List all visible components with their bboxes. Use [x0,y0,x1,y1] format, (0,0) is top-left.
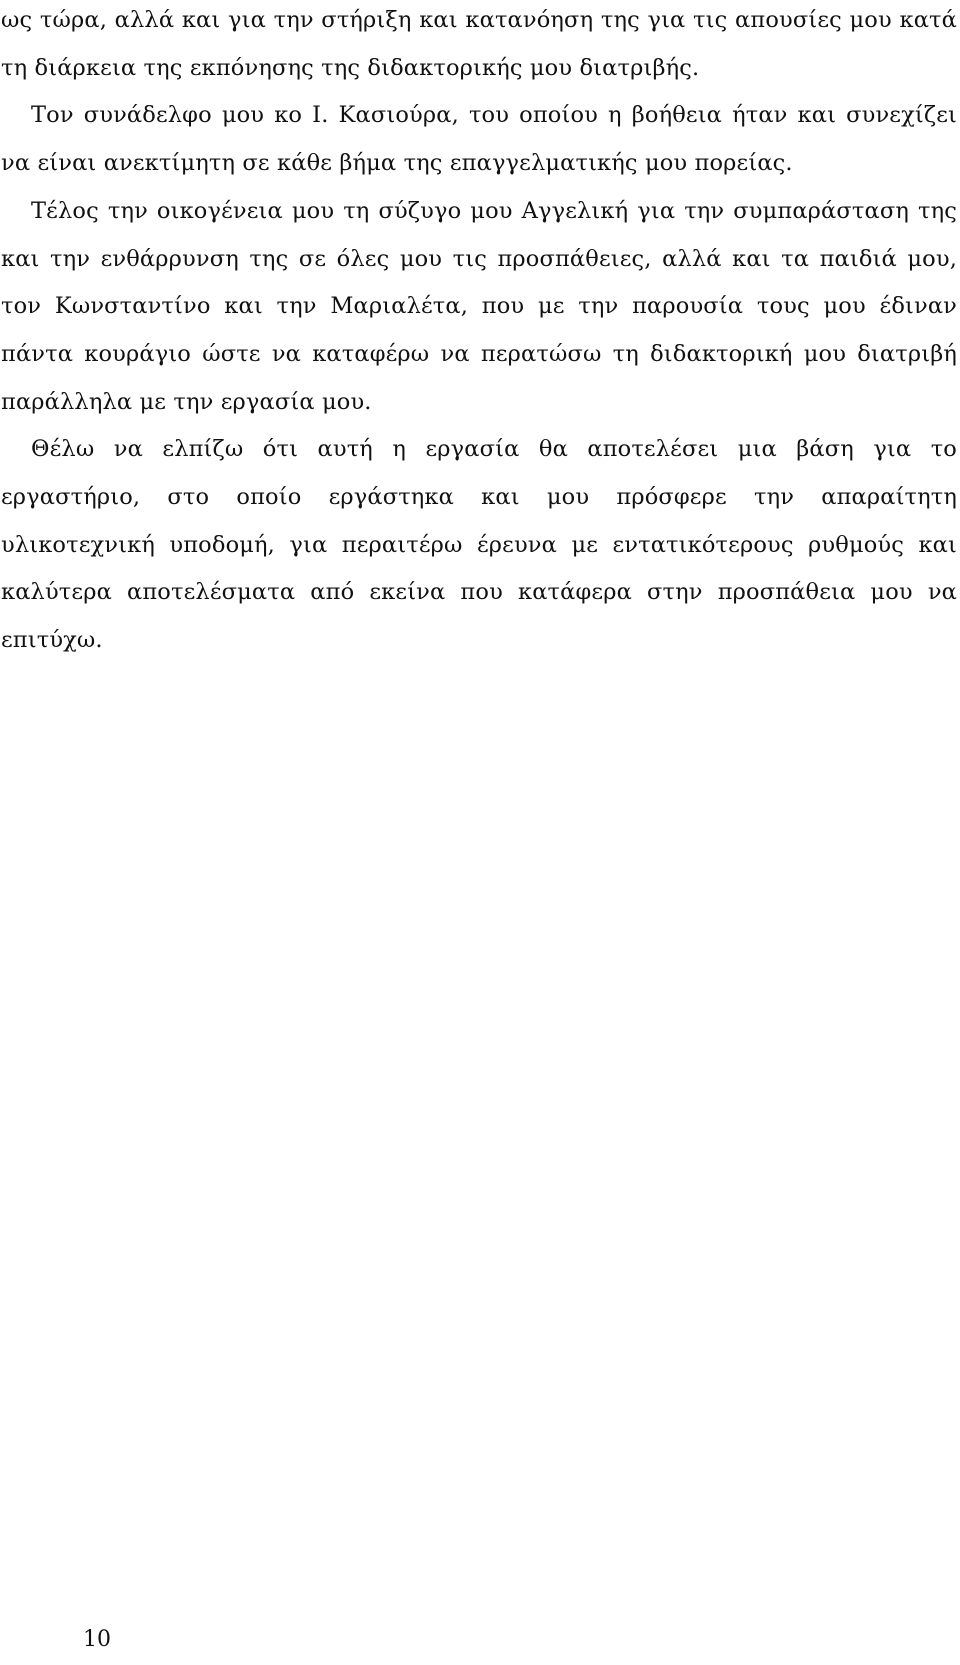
paragraph-closing: Θέλω να ελπίζω ότι αυτή η εργασία θα αποτελέσει μια βάση για το εργαστήριο, στο οποίο εργάστηκα και μου πρόσφερε την απαραίτητη υλικοτεχνική υποδομή, για περαιτέρω έρευνα με εντατικότερους ρυθμούς και καλύτερα αποτελέσματα από εκείνα που κατάφερα στην προσπάθεια μου να επιτύχω. [1,436,957,654]
paragraph-continuation: ως τώρα, αλλά και για την στήριξη και κατανόηση της για τις απουσίες μου κατά τη διάρκεια της εκπόνησης της διδακτορικής μου διατριβής. [1,7,957,81]
body-text [1,0,957,665]
paragraph-family: Τέλος την οικογένεια μου τη σύζυγο μου Αγγελική για την συμπαράσταση της και την ενθάρρυνση της σε όλες μου τις προσπάθειες, αλλά και τα παιδιά μου, τον Κωνσταντίνο και την Μαριαλέτα, που με την παρουσία τους μου έδιναν πάντα κουράγιο ώστε να καταφέρω να περατώσω τη διδακτορική μου διατριβή παράλληλα με την εργασία μου. [1,197,957,415]
paragraph-colleague: Τον συνάδελφο μου κο Ι. Κασιούρα, του οποίου η βοήθεια ήταν και συνεχίζει να είναι ανεκτίμητη σε κάθε βήμα της επαγγελματικής μου πορείας. [1,102,957,177]
page-number: 10 [83,1627,111,1652]
